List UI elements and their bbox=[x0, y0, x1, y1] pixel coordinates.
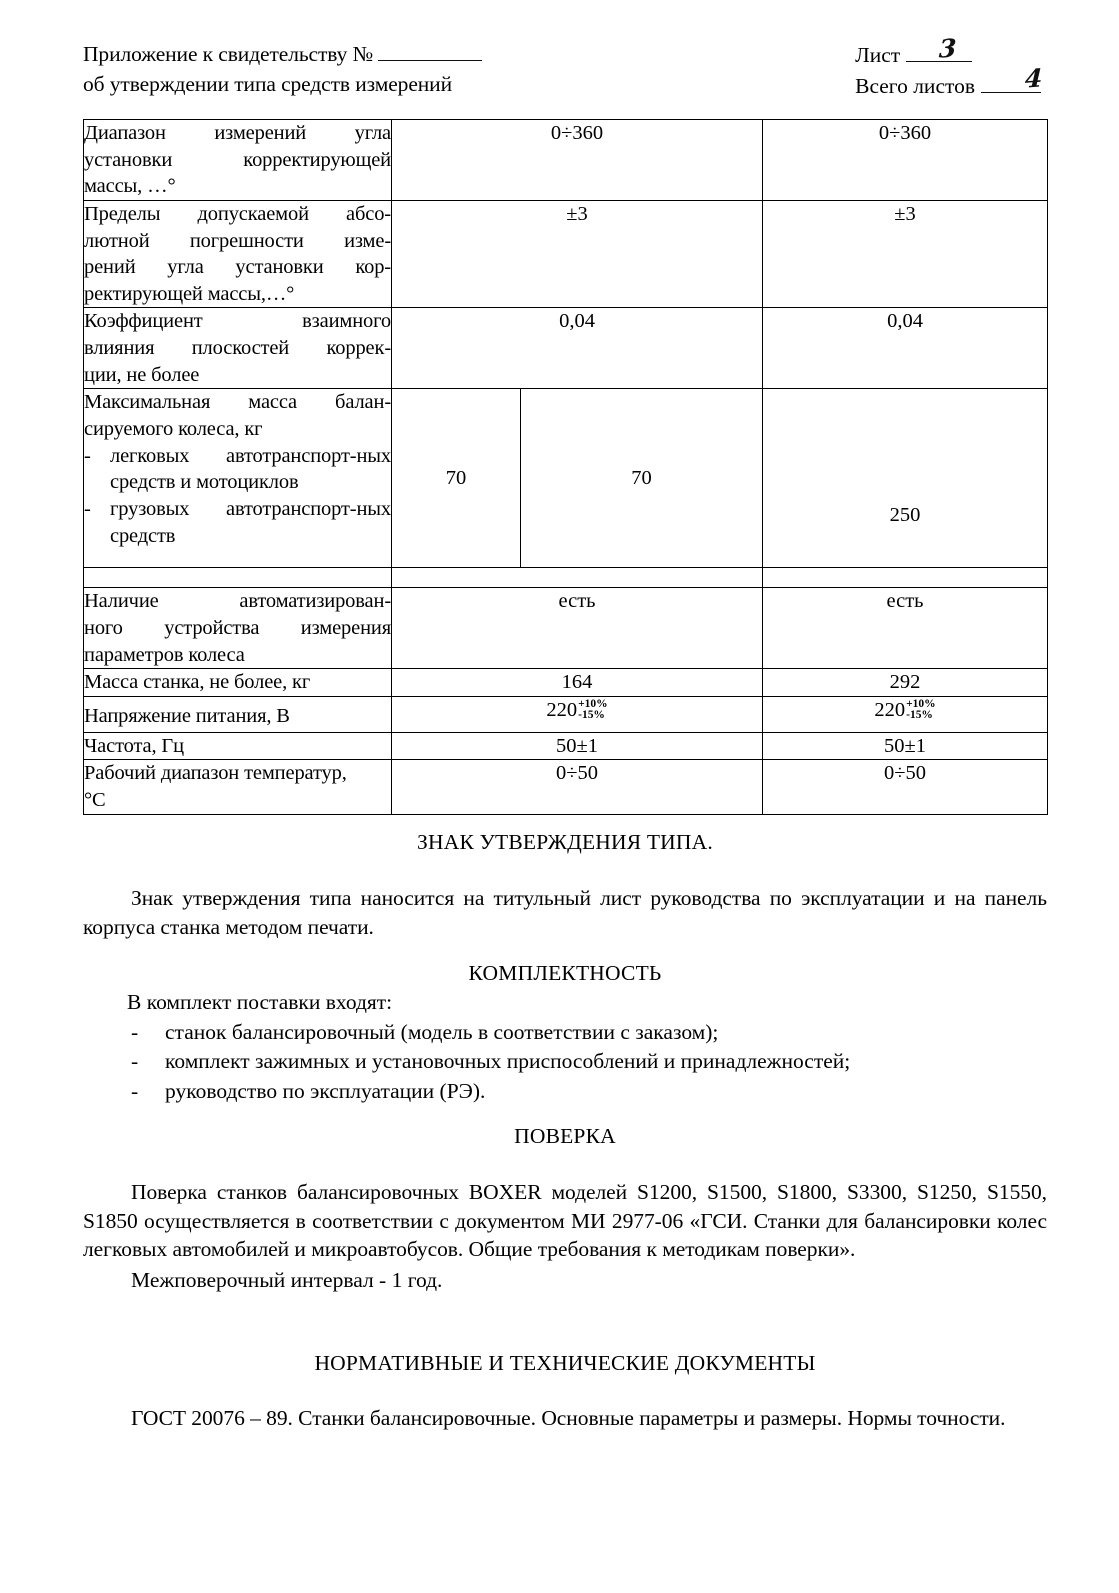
section-normative-documents bbox=[83, 1349, 1047, 1378]
table-row bbox=[84, 588, 1048, 669]
row-label-angle-error bbox=[84, 200, 392, 308]
section-heading: ЗНАК УТВЕРЖДЕНИЯ ТИПА. bbox=[417, 830, 713, 854]
row-label-operating-temperature bbox=[84, 760, 392, 814]
list-item bbox=[83, 1018, 1047, 1048]
label-line: сируемого колеса, кг bbox=[84, 418, 263, 441]
section-paragraph: Поверка станков балансировочных BOXER моделей S1200, S1500, S1800, S3300, S1250, S1550, S1850 осуществляется в соответствии с документом МИ 2977-06 «ГСИ. Станки для балансировки колес легковых автомобилей и микроавтобусов. Общие требования к методикам поверки». bbox=[83, 1180, 1047, 1262]
verification-interval: Межповерочный интервал - 1 год. bbox=[131, 1267, 443, 1292]
table-row bbox=[84, 200, 1048, 308]
row-value-mid: ±3 bbox=[392, 200, 763, 308]
sheet-label: Лист bbox=[855, 43, 901, 67]
voltage-sup: +10% bbox=[578, 697, 608, 710]
label-line: ного устройства измерения bbox=[84, 617, 391, 640]
row-label-supply-voltage bbox=[84, 696, 392, 732]
bullet-dash: - bbox=[84, 444, 91, 467]
bullet-text: легковых автотранспорт-ных средств и мотоциклов bbox=[110, 444, 391, 494]
bullet-dash: - bbox=[84, 497, 91, 520]
row-value-right: 50±1 bbox=[763, 732, 1048, 760]
label-line: ректирующей массы,…° bbox=[84, 282, 295, 305]
label-line: влияния плоскостей коррек- bbox=[84, 337, 391, 360]
row-value-right: 292 bbox=[763, 669, 1048, 697]
list-item-text: станок балансировочный (модель в соответствии с заказом); bbox=[165, 1019, 719, 1044]
row-value-right: есть bbox=[763, 588, 1048, 669]
spacer-cell bbox=[392, 568, 763, 588]
bullet-item bbox=[84, 443, 391, 496]
voltage-sub: -15% bbox=[578, 709, 605, 722]
section-paragraph: Знак утверждения типа наносится на титульный лист руководства по эксплуатации и на панель корпуса станка методом печати. bbox=[83, 886, 1047, 939]
table-row bbox=[84, 732, 1048, 760]
bullet-text: грузовых автотранспорт-ных средств bbox=[110, 497, 391, 547]
total-sheets-handwritten: 4 bbox=[1024, 62, 1044, 94]
sheet-number-handwritten: 3 bbox=[938, 33, 958, 64]
certificate-appendix-label: Приложение к свидетельству № bbox=[83, 42, 373, 66]
list-item-text: комплект зажимных и установочных приспособлений и принадлежностей; bbox=[165, 1049, 851, 1074]
label-line: параметров колеса bbox=[84, 643, 245, 666]
section-heading: ПОВЕРКА bbox=[514, 1124, 616, 1148]
list-dash: - bbox=[131, 1078, 139, 1103]
row-value-mid: 0÷360 bbox=[392, 120, 763, 201]
label-line: массы, …° bbox=[84, 175, 176, 198]
normative-documents-body bbox=[83, 1404, 1047, 1433]
section-type-approval-mark bbox=[83, 828, 1047, 857]
label-line: установки корректирующей bbox=[84, 148, 391, 171]
voltage-base: 220 bbox=[874, 698, 906, 721]
row-value-mid: есть bbox=[392, 588, 763, 669]
voltage-value bbox=[546, 697, 607, 724]
label-line: °С bbox=[84, 788, 106, 811]
table-row bbox=[84, 669, 1048, 697]
voltage-sup: +10% bbox=[906, 697, 936, 710]
table-row bbox=[84, 389, 1048, 568]
certificate-subtitle: об утверждении типа средств измерений bbox=[83, 71, 452, 96]
row-value-mid: 50±1 bbox=[392, 732, 763, 760]
table-row bbox=[84, 120, 1048, 201]
row-label-machine-mass bbox=[84, 669, 392, 697]
table-row bbox=[84, 696, 1048, 732]
row-label-max-wheel-mass bbox=[84, 389, 392, 568]
label-line: Диапазон измерений угла bbox=[84, 122, 391, 144]
header-left-block bbox=[83, 40, 482, 99]
table-row bbox=[84, 308, 1048, 389]
row-value-right: 0,04 bbox=[763, 308, 1048, 389]
row-label-frequency bbox=[84, 732, 392, 760]
label-line: рений угла установки кор- bbox=[84, 256, 391, 279]
row-value-right: ±3 bbox=[763, 200, 1048, 308]
row-value-right bbox=[763, 696, 1048, 732]
total-sheets-label: Всего листов bbox=[855, 73, 975, 98]
list-item bbox=[83, 1077, 1047, 1107]
spacer-cell bbox=[84, 568, 392, 588]
spacer-cell bbox=[763, 568, 1048, 588]
label-line: Напряжение питания, В bbox=[84, 704, 290, 727]
label-line: ции, не более bbox=[84, 363, 200, 386]
document-header bbox=[83, 33, 1047, 101]
row-value-right: 0÷360 bbox=[763, 120, 1048, 201]
list-item bbox=[83, 1047, 1047, 1077]
row-value-mid: 164 bbox=[392, 669, 763, 697]
completeness-intro: В комплект поставки входят: bbox=[127, 990, 393, 1014]
verification-body bbox=[83, 1178, 1047, 1294]
row-value-mid bbox=[392, 696, 763, 732]
completeness-list bbox=[83, 1018, 1047, 1107]
type-approval-mark-paragraph-wrap bbox=[83, 884, 1047, 941]
label-line: Пределы допускаемой абсо- bbox=[84, 202, 391, 225]
voltage-value bbox=[874, 697, 935, 724]
label-line: Частота, Гц bbox=[84, 734, 184, 757]
completeness-body bbox=[83, 988, 1047, 1107]
section-completeness bbox=[83, 959, 1047, 988]
certificate-number-blank bbox=[378, 60, 482, 61]
row-value-right: 250 bbox=[763, 389, 1048, 568]
row-value-right: 0÷50 bbox=[763, 760, 1048, 814]
header-right-block bbox=[855, 33, 1047, 101]
row-value-mid: 0÷50 bbox=[392, 760, 763, 814]
label-line: Рабочий диапазон температур, bbox=[84, 762, 347, 785]
bullet-item bbox=[84, 496, 391, 549]
list-dash: - bbox=[131, 1049, 139, 1074]
section-heading: КОМПЛЕКТНОСТЬ bbox=[468, 961, 662, 985]
section-verification bbox=[83, 1122, 1047, 1151]
voltage-sub: -15% bbox=[906, 709, 933, 722]
row-label-angle-range bbox=[84, 120, 392, 201]
row-label-auto-measuring-device bbox=[84, 588, 392, 669]
label-line: Масса станка, не более, кг bbox=[84, 671, 311, 694]
row-value-mid-sub-a: 70 bbox=[392, 389, 521, 568]
label-line: Коэффициент взаимного bbox=[84, 310, 391, 333]
label-line: Наличие автоматизирован- bbox=[84, 590, 391, 613]
list-dash: - bbox=[131, 1019, 139, 1044]
table-row bbox=[84, 760, 1048, 814]
section-paragraph: ГОСТ 20076 – 89. Станки балансировочные. Основные параметры и размеры. Нормы точности. bbox=[131, 1406, 1006, 1430]
row-label-cross-influence bbox=[84, 308, 392, 389]
section-heading: НОРМАТИВНЫЕ И ТЕХНИЧЕСКИЕ ДОКУМЕНТЫ bbox=[314, 1351, 816, 1375]
label-line: лютной погрешности изме- bbox=[84, 229, 391, 252]
specifications-table bbox=[83, 119, 1048, 815]
voltage-base: 220 bbox=[546, 698, 578, 721]
row-value-mid: 0,04 bbox=[392, 308, 763, 389]
table-spacer-row bbox=[84, 568, 1048, 588]
list-item-text: руководство по эксплуатации (РЭ). bbox=[165, 1078, 486, 1103]
label-line: Максимальная масса балан- bbox=[84, 391, 391, 414]
row-value-mid-sub-b: 70 bbox=[521, 389, 763, 568]
